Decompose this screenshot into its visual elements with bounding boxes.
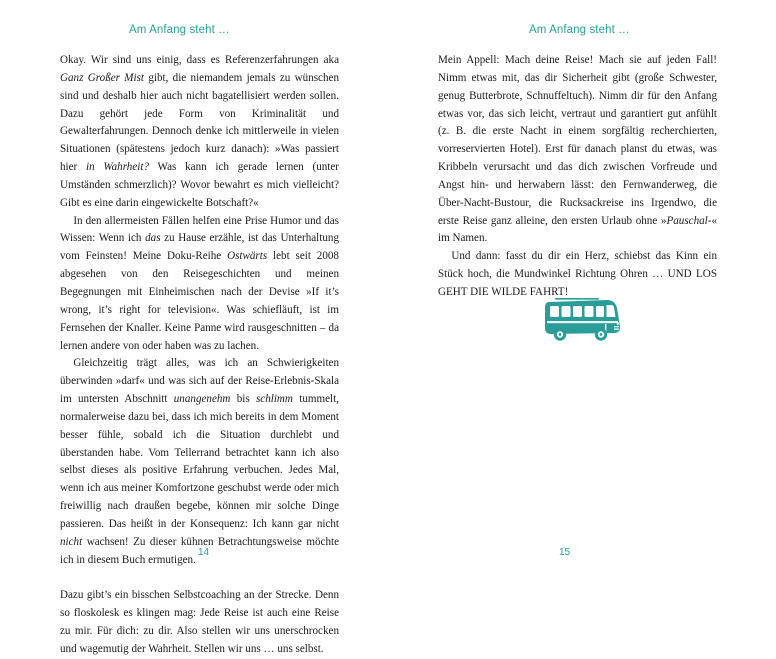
paragraph xyxy=(438,248,717,302)
right-page xyxy=(388,0,776,600)
page-number: 15 xyxy=(559,547,571,558)
running-head: Am Anfang steht … xyxy=(129,24,230,36)
body-text xyxy=(60,52,339,659)
text-run: tummelt, normalerweise dazu bei, dass ich mich bereits in dem Moment besser fühle, sobald ich die Situation durchlebt und überstanden habe. Vom Tellerrand betrachtet kann ich also selbst dieses als positive Erfahrung verbuchen. Jedes Mal, wenn ich aus meiner Komfortzone geschubst werde oder mich freiwillig nach draußen begebe, können mir solche Dinge passieren. Das heißt in der Konsequenz: Ich kann gar nicht xyxy=(60,393,339,530)
italic-text: nicht xyxy=(60,535,83,548)
text-run: In den allermeisten Fällen helfen eine Prise Humor und das Wissen: Wenn ich xyxy=(60,214,339,245)
text-run: zu Hause erzähle, ist das Unterhaltung vom Feinsten! Meine Doku-Reihe xyxy=(60,232,339,263)
paragraph xyxy=(60,213,339,356)
text-run: Gleichzeitig trägt alles, was ich an Schwierigkeiten überwinden »darf« und was sich auf der Reise-Erlebnis-Skala im untersten Abschnitt xyxy=(60,357,339,406)
text-run: « im Namen. xyxy=(438,214,717,245)
left-page xyxy=(0,0,388,655)
bus-icon xyxy=(541,296,623,344)
running-head: Am Anfang steht … xyxy=(529,24,630,36)
italic-text: unangenehm xyxy=(173,393,231,406)
text-run: Und dann: fasst du dir ein Herz, schiebst das Kinn ein Stück hoch, die Mundwinkel Richtung Ohren … UND LOS GEHT DIE WILDE FAHRT! xyxy=(438,250,717,298)
italic-text: Ganz Großer Mist xyxy=(60,71,145,84)
italic-text: in Wahrheit? xyxy=(86,161,149,174)
italic-text: Ostwärts xyxy=(227,250,268,263)
paragraph xyxy=(60,52,339,213)
text-run: Was kann ich gerade lernen (unter Umständen schmerzlich)? Wovor bewahrt es mich vielleicht? Gibt es eine darin eingewickelte Botschaft?« xyxy=(60,161,339,209)
text-run: gibt, die niemandem jemals zu wünschen sind und deshalb hier auch nicht bagatellisiert werden sollen. Dazu gehört jede Form von Kriminalität und Gewalterfahrungen. Dennoch denke ich mittlerweile in vielen Situationen (spätestens jedoch kurz danach): »Was passiert hier xyxy=(60,71,339,174)
text-run: lebt seit 2008 abgesehen von den Reisegeschichten und meinen Begegnungen mit Einheimischen nach der Devise »If it’s wrong, it’s right for television«. Was schiefläuft, ist im Fernsehen der Knaller. Keine Panne wird rausgeschnitten – da lernen andere von oder haben was zu lachen. xyxy=(60,250,339,352)
paragraph xyxy=(438,52,717,248)
text-run: wachsen! Zu dieser kühnen Betrachtungsweise möchte ich in diesem Buch ermutigen. xyxy=(60,535,339,566)
text-run: bis xyxy=(230,393,256,406)
italic-text: das xyxy=(145,232,161,245)
page-number: 14 xyxy=(198,547,210,558)
text-run: Mein Appell: Mach deine Reise! Mach sie auf jeden Fall! Nimm etwas mit, das dir Sicherheit gibt (große Schwester, genug Butterbrote, Schnuffeltuch). Nimm dir für den Anfang etwas vor, das sich leicht, vertraut und garantiert gut anfühlt (z. B. die erste Nacht in einem sorgfältig recherchierten, vorreservierten Hotel). Erst für danach planst du etwas, was Kribbeln verursacht und das dich zwischen Vorfreude und Angst hin- und herwabern lässt: den Fernwanderweg, die Über-Nacht-Bustour, die Rucksackreise ins Irgendwo, die erste Reise ganz alleine, den ersten Urlaub ohne » xyxy=(438,54,717,227)
italic-text: Pauschal- xyxy=(666,214,712,227)
italic-text: schlimm xyxy=(255,393,293,406)
body-text xyxy=(438,52,717,302)
paragraph xyxy=(60,355,339,569)
paragraph xyxy=(60,587,339,658)
text-run: Dazu gibt’s ein bisschen Selbstcoaching an der Strecke. Denn so floskolesk es klingen mag: Jede Reise ist auch eine Reise zu mir. Für dich: zu dir. Also stellen wir uns unerschrocken und wagemutig der Wahrheit. Stellen wir uns … uns selbst. xyxy=(60,589,339,655)
text-run: Okay. Wir sind uns einig, dass es Referenzerfahrungen aka xyxy=(60,54,339,66)
